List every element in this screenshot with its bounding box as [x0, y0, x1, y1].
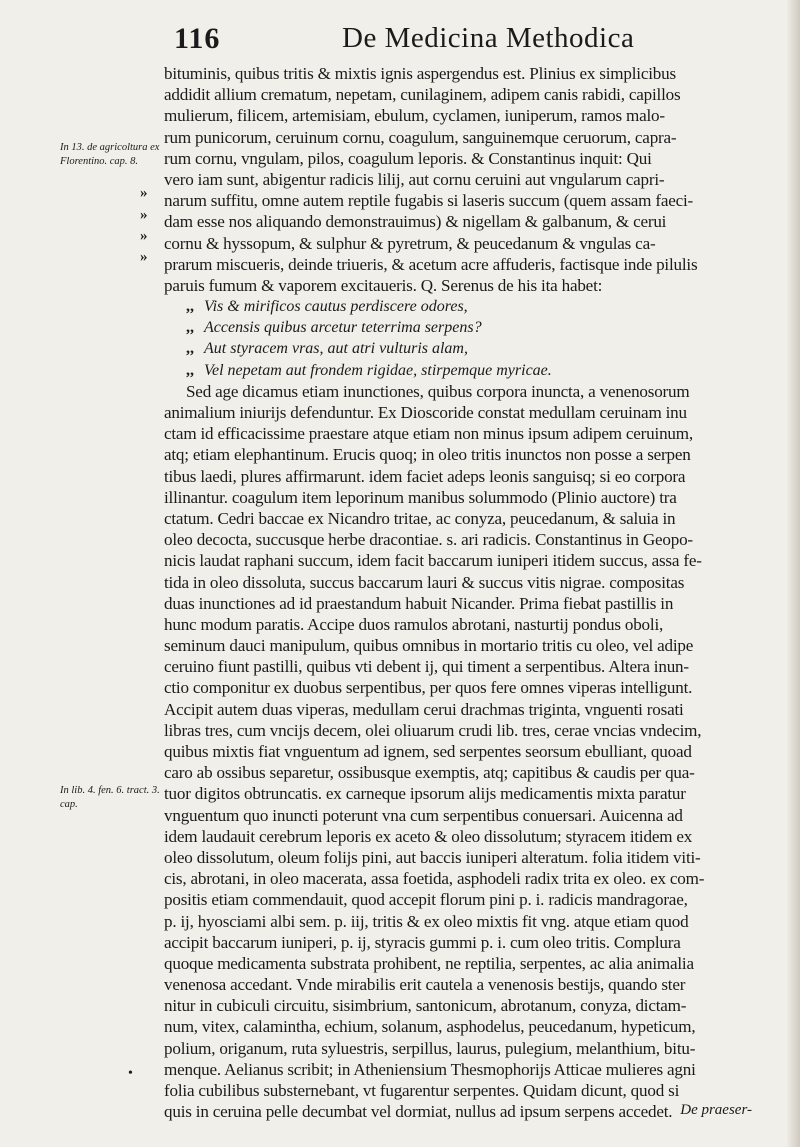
verse-text: Vis & mirificos cautus perdiscere odores,: [204, 298, 468, 316]
text-line: ctatum. Cedri baccae ex Nicandro tritae, ac conyza, peucedanum, & saluia in: [164, 508, 676, 528]
text-line: polium, origanum, ruta syluestris, serpillus, laurus, pulegium, melanthium, bitu-: [164, 1038, 696, 1058]
text-line: ctam id efficacissime praestare atque etiam non minus ipsum adipem ceruinum,: [164, 424, 693, 444]
margin-note-2: In lib. 4. fen. 6. tract. 3. cap.: [60, 785, 160, 810]
text-line: tibus laedi, plures affirmarunt. idem faciet adeps leonis sanguisq; si eo corpora: [164, 466, 686, 486]
quote-mark-4: »: [140, 249, 148, 265]
text-line: illinantur. coagulum item leporinum manibus solummodo (Plinio auctore) tra: [164, 487, 677, 507]
text-line: idem laudauit cerebrum leporis ex aceto & oleo dissolutum; styracem itidem ex: [164, 826, 693, 846]
text-line: cis, abrotani, in oleo macerata, assa foetida, asphodeli radix trita ex oleo. ex com-: [164, 869, 705, 889]
text-line: folia cubilibus substernebant, vt fugarentur serpentes. Quidam dicunt, quod si: [164, 1081, 680, 1100]
margin-bullet: •: [128, 1066, 133, 1081]
text-line: oleo decocta, succusque herbe dracontiae. s. ari radicis. Constantinus in Geopo-: [164, 530, 693, 550]
text-line: animalium iniurijs defenduntur. Ex Dioscoride constat medullam ceruinam inu: [164, 403, 687, 422]
text-line: nitur in cubiculi circuitu, sisimbrium, santonicum, abrotanum, conyza, dictam-: [164, 996, 687, 1016]
quote-mark-1: »: [140, 185, 148, 201]
text-line: venenosa accedant. Vnde mirabilis erit cautela a venenosis bestijs, quando ster: [164, 975, 686, 995]
text-line: prarum miscueris, deinde triueris, & acetum acre affuderis, factisque inde pilulis: [164, 254, 698, 274]
page-number: 116: [174, 22, 221, 55]
verse-block: [164, 296, 780, 381]
text-line: nicis laudat raphani succum, idem facit baccarum iuniperi itidem succus, assa fe-: [164, 551, 702, 571]
text-line: tuor digitos obtruncatis. ex carneque ipsorum alijs medicamentis mixta paratur: [164, 784, 686, 804]
verse-quote-mark: ,,: [186, 361, 194, 379]
margin-note-1: In 13. de agricoltura ex Florentino. cap. 8.: [60, 142, 160, 167]
text-line: tida in oleo dissoluta, succus baccarum lauri & succus vitis nigrae. compositas: [164, 572, 685, 592]
text-line: narum suffitu, omne autem reptile fugabis si laseris succum (quem assam faeci-: [164, 191, 694, 211]
text-line: vero iam sunt, abigentur radicis lilij, aut cornu ceruini aut vngularum capri-: [164, 169, 665, 189]
text-line: rum punicorum, ceruinum cornu, coagulum, sanguinemque ceruorum, capra-: [164, 127, 677, 147]
text-line: mulierum, filicem, artemisiam, ebulum, cyclamen, iuniperum, ramos malo-: [164, 106, 665, 126]
text-line: atq; etiam elephantinum. Erucis quoq; in oleo tritis inunctos non posse a serpen: [164, 445, 691, 465]
main-text: [164, 63, 780, 1122]
text-block-b: [164, 381, 780, 1123]
text-line: libras tres, cum vncijs decem, olei oliuarum crudi lib. tres, cerae vncias vndecim,: [164, 720, 702, 740]
text-line: accipit baccarum iuniperi, p. ij, styracis gummi p. i. cum oleo tritis. Complura: [164, 932, 681, 952]
text-line: dam esse nos aliquando demonstrauimus) & nigellam & galbanum, & cerui: [164, 212, 667, 232]
text-line: oleo dissolutum, oleum folijs pini, aut baccis iuniperi alteratum. folia itidem viti-: [164, 847, 701, 867]
verse-quote-mark: ,,: [186, 340, 194, 358]
verse-text: Vel nepetam aut frondem rigidae, stirpemque myricae.: [204, 361, 552, 379]
text-line: positis etiam commendauit, quod accepit florum pini p. i. radicis mandragorae,: [164, 890, 688, 910]
text-line: hunc modum paratis. Accipe duos ramulos abrotani, nasturtij pondus oboli,: [164, 614, 664, 634]
text-block-a: [164, 63, 780, 296]
text-line: caro ab ossibus separetur, ossibusque exemptis, atq; capitibus & caudis per qua-: [164, 763, 695, 783]
page-gutter-shadow: [786, 0, 800, 1147]
page-header: [160, 18, 650, 58]
text-line: rum cornu, vngulam, pilos, coagulum leporis. & Constantinus inquit: Qui: [164, 148, 652, 168]
verse-line: [164, 296, 780, 317]
quote-mark-3: »: [140, 228, 148, 244]
text-line: cornu & hyssopum, & sulphur & pyretrum, & peucedanum & vngulas ca-: [164, 233, 656, 253]
text-line: duas inunctiones ad id praestandum habuit Nicander. Prima fiebat pastillis in: [164, 593, 674, 613]
text-line: ceruino fiunt pastilli, quibus vti debent ij, qui timent a serpentibus. Altera inun-: [164, 657, 689, 677]
text-line: Sed age dicamus etiam inunctiones, quibus corpora inuncta, a venenosorum: [186, 381, 690, 401]
text-line: vnguentum quo inuncti poterunt vna cum serpentibus conuersari. Auicenna ad: [164, 805, 683, 825]
verse-line: [164, 360, 780, 381]
quote-mark-2: »: [140, 207, 148, 223]
verse-line: [164, 338, 780, 359]
text-line: bituminis, quibus tritis & mixtis ignis aspergendus est. Plinius ex simplicibus: [164, 64, 676, 83]
text-line: p. ij, hyosciami albi sem. p. iij, tritis & ex oleo mixtis fit vng. atque etiam quod: [164, 911, 689, 931]
verse-quote-mark: ,,: [186, 298, 194, 316]
verse-text: Aut styracem vras, aut atri vulturis alam,: [204, 340, 468, 358]
verse-line: [164, 317, 780, 338]
text-line: paruis fumum & vaporem excitaueris. Q. Serenus de his ita habet:: [164, 275, 603, 295]
verse-quote-mark: ,,: [186, 319, 194, 337]
text-line: addidit allium crematum, nepetam, cunilaginem, adipem canis rabidi, capillos: [164, 85, 681, 105]
running-title: De Medicina Methodica: [342, 22, 635, 54]
verse-text: Accensis quibus arcetur teterrima serpens?: [204, 319, 482, 337]
text-line: Accipit autem duas viperas, medullam cerui drachmas triginta, vnguenti rosati: [164, 699, 684, 719]
text-line: ctio componitur ex duobus serpentibus, per quos fere omnes viperas intelligunt.: [164, 678, 693, 698]
text-line: quibus mixtis fiat vnguentum ad ignem, sed serpentes seorsum ebulliant, quoad: [164, 742, 692, 761]
text-line: menque. Aelianus scribit; in Atheniensium Thesmophorijs Atticae mulieres agni: [164, 1059, 696, 1079]
text-line: num, vitex, calamintha, echium, solanum, asphodelus, peucedanum, hypeticum,: [164, 1017, 696, 1037]
text-line: quoque medicamenta substrata prohibent, ne reptilia, serpentes, ac alia animalia: [164, 953, 694, 973]
catchword: De praeser-: [680, 1102, 752, 1118]
text-line: seminum dauci manipulum, quibus omnibus in mortario tritis cu oleo, vel adipe: [164, 636, 694, 656]
text-line: quis in ceruina pelle decumbat vel dormiat, nullus ad ipsum serpens accedet.: [164, 1102, 673, 1122]
